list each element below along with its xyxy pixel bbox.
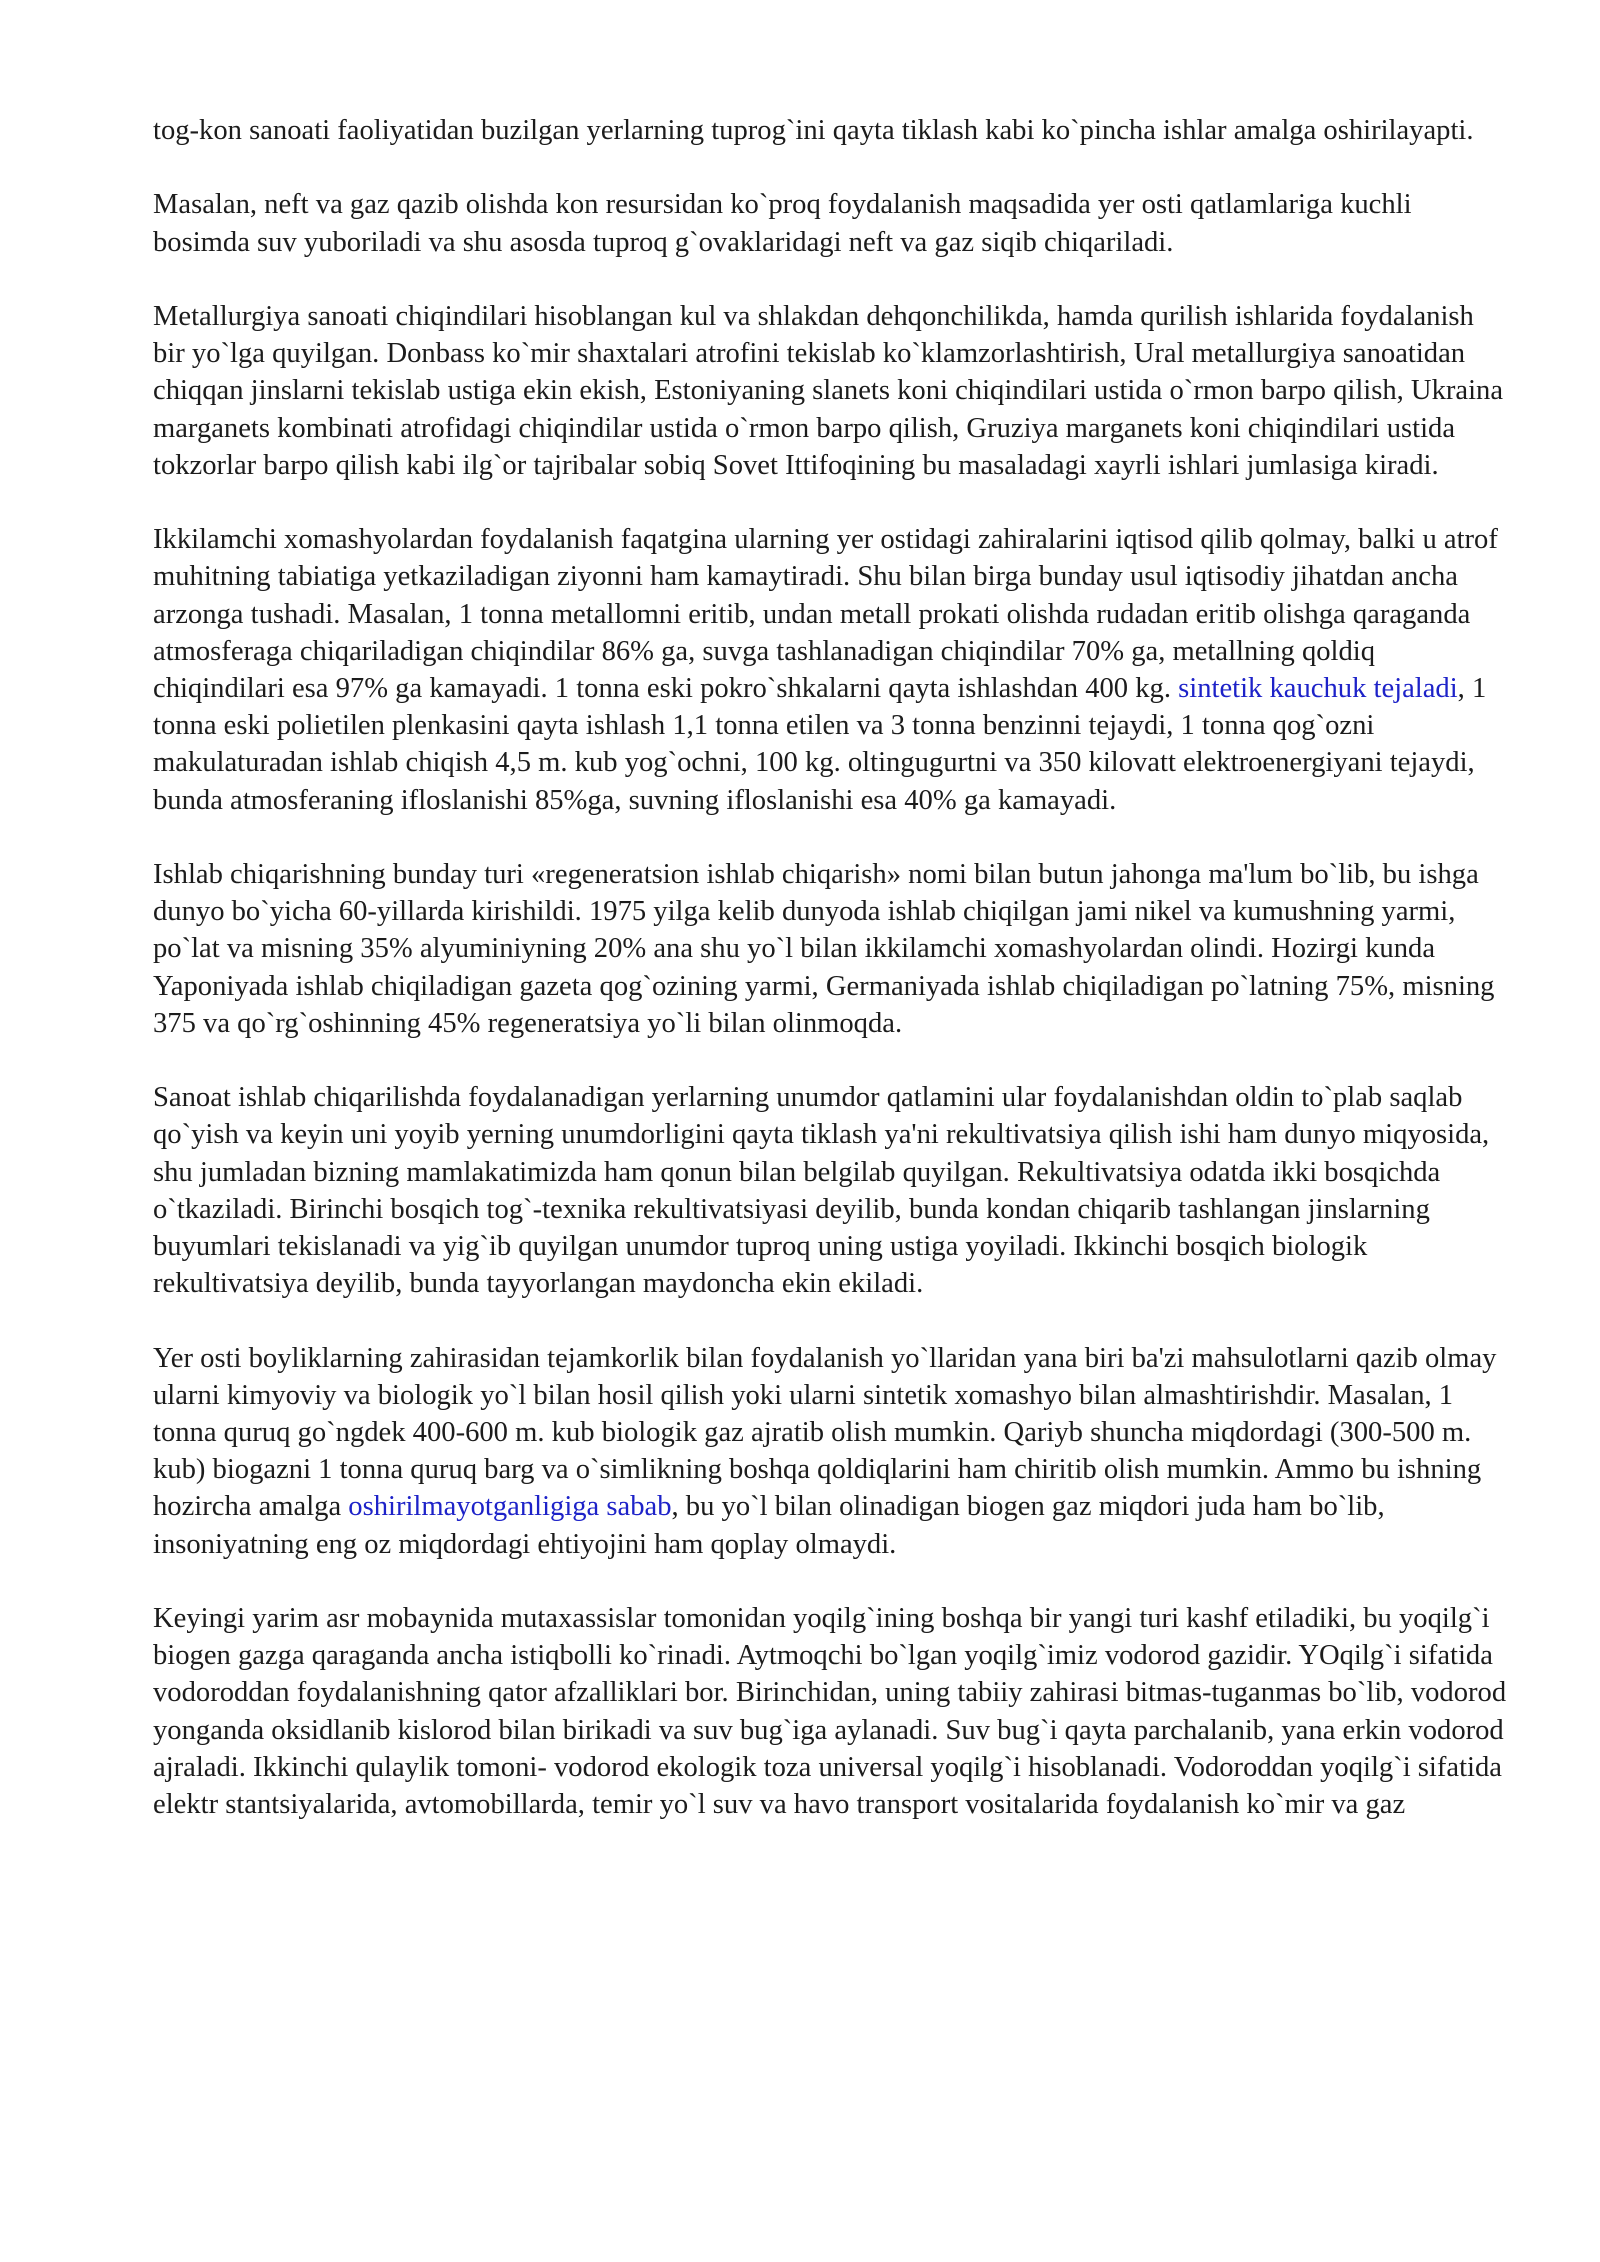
paragraph-3: Metallurgiya sanoati chiqindilari hisoblangan kul va shlakdan dehqonchilikda, hamda qurilish ishlarida foydalanish bir yo`lga quyilgan. Donbass ko`mir shaxtalari atrofini tekislab ko`klamzorlashtirish, Ural metallurgiya sanoatidan chiqqan jinslarni tekislab ustiga ekin ekish, Estoniyaning slanets koni chiqindilari ustida o`rmon barpo qilish, Ukraina marganets kombinati atrofidagi chiqindilar ustida o`rmon barpo qilish, Gruziya marganets koni chiqindilari ustida tokzorlar barpo qilish kabi ilg`or tajribalar sobiq Sovet Ittifoqining bu masaladagi xayrli ishlari jumlasiga kiradi. — [153, 300, 1504, 481]
paragraph-7-text-after-link: , bu yo`l bilan olinadigan biogen gaz miqdori juda ham bo`lib, insoniyatning eng oz miqdordagi ehtiyojini ham qoplay olmaydi. — [153, 1491, 1385, 1560]
paragraph-7 — [153, 1340, 1508, 1563]
paragraph-1: tog-kon sanoati faoliyatidan buzilgan yerlarning tuprog`ini qayta tiklash kabi ko`pincha ishlar amalga oshirilayapti. — [153, 115, 1474, 146]
link-sintetik-kauchuk[interactable]: sintetik kauchuk tejaladi — [1178, 673, 1458, 704]
paragraph-8: Keyingi yarim asr mobaynida mutaxassislar tomonidan yoqilg`ining boshqa bir yangi turi kashf etiladiki, bu yoqilg`i biogen gazga qaraganda ancha istiqbolli ko`rinadi. Aytmoqchi bo`lgan yoqilg`imiz vodorod gazidir. YOqilg`i sifatida vodoroddan foydalanishning qator afzalliklari bor. Birinchidan, uning tabiiy zahirasi bitmas-tuganmas bo`lib, vodorod yonganda oksidlanib kislorod bilan birikadi va suv bug`iga aylanadi. Suv bug`i qayta parchalanib, yana erkin vodorod ajraladi. Ikkinchi qulaylik tomoni- vodorod ekologik toza universal yoqilg`i hisoblanadi. Vodoroddan yoqilg`i sifatida elektr stantsiyalarida, avtomobillarda, temir yo`l suv va havo transport vositalarida foydalanish ko`mir va gaz — [153, 1603, 1507, 1821]
paragraph-5: Ishlab chiqarishning bunday turi «regeneratsion ishlab chiqarish» nomi bilan butun jahonga ma'lum bo`lib, bu ishga dunyo bo`yicha 60-yillarda kirishildi. 1975 yilga kelib dunyoda ishlab chiqilgan jami nikel va kumushning yarmi, po`lat va misning 35% alyuminiyning 20% ana shu yo`l bilan ikkilamchi xomashyolardan olindi. Hozirgi kunda Yaponiyada ishlab chiqiladigan gazeta qog`ozining yarmi, Germaniyada ishlab chiqiladigan po`latning 75%, misning 375 va qo`rg`oshinning 45% regeneratsiya yo`li bilan olinmoqda. — [153, 859, 1495, 1039]
document-page — [153, 112, 1508, 1860]
paragraph-4-text-before-link: Ikkilamchi xomashyolardan foydalanish faqatgina ularning yer ostidagi zahiralarini iqtisod qilib qolmay, balki u atrof muhitning tabiatiga yetkaziladigan ziyonni ham kamaytiradi. Shu bilan birga bunday usul iqtisodiy jihatdan ancha arzonga tushadi. Masalan, 1 tonna metallomni eritib, undan metall prokati olishda rudadan eritib olishga qaraganda atmosferaga chiqariladigan chiqindilar 86% ga, suvga tashlanadigan chiqindilar 70% ga, metallning qoldiq chiqindilari esa 97% ga kamayadi. 1 tonna eski pokro`shkalarni qayta ishlashdan 400 kg. — [153, 524, 1498, 704]
paragraph-6: Sanoat ishlab chiqarilishda foydalanadigan yerlarning unumdor qatlamini ular foydalanishdan oldin to`plab saqlab qo`yish va keyin uni yoyib yerning unumdorligini qayta tiklash ya'ni rekultivatsiya qilish ishi ham dunyo miqyosida, shu jumladan bizning mamlakatimizda ham qonun bilan belgilab quyilgan. Rekultivatsiya odatda ikki bosqichda o`tkaziladi. Birinchi bosqich tog`-texnika rekultivatsiyasi deyilib, bunda kondan chiqarib tashlangan jinslarning buyumlari tekislanadi va yig`ib quyilgan unumdor tuproq uning ustiga yoyiladi. Ikkinchi bosqich biologik rekultivatsiya deyilib, bunda tayyorlangan maydoncha ekin ekiladi. — [153, 1082, 1490, 1300]
paragraph-7-text-before-link: Yer osti boyliklarning zahirasidan tejamkorlik bilan foydalanish yo`llaridan yana biri ba'zi mahsulotlarni qazib olmay ularni kimyoviy va biologik yo`l bilan hosil qilish yoki ularni sintetik xomashyo bilan almashtirishdir. Masalan, 1 tonna quruq go`ngdek 400-600 m. kub biologik gaz ajratib olish mumkin. Qariyb shuncha miqdordagi (300-500 m. kub) biogazni 1 tonna quruq barg va o`simlikning boshqa qoldiqlarini ham chiritib olish mumkin. Ammo bu ishning hozircha amalga — [153, 1342, 1497, 1523]
paragraph-4 — [153, 521, 1508, 819]
paragraph-4-text-after-link: , 1 tonna eski polietilen plenkasini qayta ishlash 1,1 tonna etilen va 3 tonna benzinni tejaydi, 1 tonna qog`ozni makulaturadan ishlab chiqish 4,5 m. kub yog`ochni, 100 kg. oltingugurtni va 350 kilovatt elektroenergiyani tejaydi, bunda atmosferaning ifloslanishi 85%ga, suvning ifloslanishi esa 40% ga kamayadi. — [153, 673, 1487, 816]
link-oshirilmayotganligiga-sabab[interactable]: oshirilmayotganligiga sabab — [348, 1491, 672, 1523]
paragraph-2: Masalan, neft va gaz qazib olishda kon resursidan ko`proq foydalanish maqsadida yer osti qatlamlariga kuchli bosimda suv yuboriladi va shu asosda tuproq g`ovaklaridagi neft va gaz siqib chiqariladi. — [153, 189, 1412, 258]
